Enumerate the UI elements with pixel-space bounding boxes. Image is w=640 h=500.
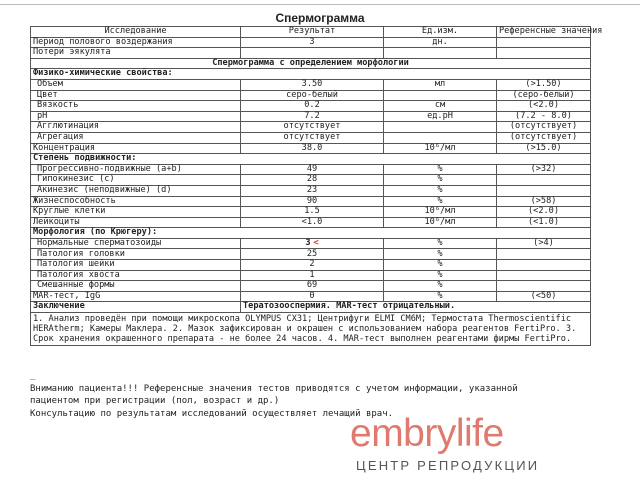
reference-cell bbox=[497, 270, 591, 281]
test-name: Нормальные сперматозоиды bbox=[31, 238, 241, 249]
abnormal-flag: < bbox=[313, 237, 319, 248]
test-name: Лейкоциты bbox=[31, 217, 241, 228]
table-row bbox=[31, 175, 591, 186]
unit-cell: % bbox=[384, 196, 497, 207]
notice-line: Консультацию по результатам исследований осуществляет лечащий врач. bbox=[30, 408, 394, 419]
result-value: 49 bbox=[306, 163, 318, 174]
result-value: <1.0 bbox=[301, 216, 323, 227]
test-name: Период полового воздержания bbox=[31, 37, 241, 48]
result-cell bbox=[241, 291, 384, 302]
conclusion-text: Тератозооспермия. MAR-тест отрицательный. bbox=[241, 302, 591, 313]
page-title: Спермограмма bbox=[275, 11, 365, 25]
result-cell bbox=[241, 196, 384, 207]
table-row bbox=[31, 238, 591, 249]
result-cell bbox=[241, 270, 384, 281]
notice-line: пациентом при регистрации (пол, возраст и др.) bbox=[30, 396, 280, 406]
result-value: 69 bbox=[306, 280, 318, 291]
unit-cell: % bbox=[384, 270, 497, 281]
result-value: отсутствует bbox=[283, 131, 341, 142]
table-row bbox=[31, 207, 591, 218]
table-row bbox=[31, 281, 591, 292]
result-cell bbox=[241, 143, 384, 154]
reference-cell: (<2.0) bbox=[497, 207, 591, 218]
reference-cell: (<1.0) bbox=[497, 217, 591, 228]
result-cell bbox=[241, 101, 384, 112]
unit-cell: % bbox=[384, 291, 497, 302]
result-value: 0 bbox=[309, 290, 315, 301]
result-cell bbox=[241, 122, 384, 133]
section-heading: Степень подвижности: bbox=[31, 154, 591, 165]
test-name: Жизнеспособность bbox=[31, 196, 241, 207]
header-test: Исследование bbox=[31, 27, 241, 38]
top-edge bbox=[0, 0, 640, 5]
test-name: Патология хвоста bbox=[31, 270, 241, 281]
table-row bbox=[31, 132, 591, 143]
table-body bbox=[31, 37, 591, 345]
result-cell bbox=[241, 217, 384, 228]
table-row bbox=[31, 217, 591, 228]
result-value: 3.50 bbox=[301, 79, 323, 90]
unit-cell: ед.pH bbox=[384, 111, 497, 122]
result-cell bbox=[241, 281, 384, 292]
result-cell bbox=[241, 37, 384, 48]
table-row bbox=[31, 260, 591, 271]
test-name: Концентрация bbox=[31, 143, 241, 154]
result-cell bbox=[241, 90, 384, 101]
unit-cell: % bbox=[384, 175, 497, 186]
test-name: Агрегация bbox=[31, 132, 241, 143]
header-unit: Ед.изм. bbox=[384, 27, 497, 38]
section-heading: Физико-химические свойства: bbox=[31, 69, 591, 80]
result-value: 3 bbox=[305, 237, 311, 248]
test-name: Круглые клетки bbox=[31, 207, 241, 218]
reference-cell bbox=[497, 185, 591, 196]
table-row bbox=[31, 122, 591, 133]
unit-cell bbox=[384, 122, 497, 133]
table-row bbox=[31, 143, 591, 154]
clinic-logo bbox=[350, 414, 590, 473]
section-row bbox=[31, 228, 591, 239]
logo-brand: embrylife bbox=[350, 412, 504, 455]
result-cell bbox=[241, 164, 384, 175]
test-name: Потери эякулята bbox=[31, 48, 241, 59]
reference-cell: (отсутствует) bbox=[497, 132, 591, 143]
table-row bbox=[31, 48, 591, 59]
table-row bbox=[31, 111, 591, 122]
unit-cell: % bbox=[384, 185, 497, 196]
equipment-notes: 1. Анализ проведён при помощи микроскопа OLYMPUS CX31; Центрифуги ELMI CM6M; Термостата Thermoscientific HERAtherm; Камеры Маклера. 2. Мазок зафиксирован и окрашен с использованием набора реагентов FertiPro. 3. Срок хранения окрашенного препарата - не более 24 часов. 4. MAR-тест выполнен реагентами фирмы FertiPro. bbox=[31, 313, 591, 346]
test-name: Смешанные формы bbox=[31, 281, 241, 292]
unit-cell bbox=[384, 48, 497, 59]
unit-cell: дн. bbox=[384, 37, 497, 48]
unit-cell: % bbox=[384, 260, 497, 271]
conclusion-row bbox=[31, 302, 591, 313]
table-row bbox=[31, 164, 591, 175]
test-name: pH bbox=[31, 111, 241, 122]
section-row bbox=[31, 58, 591, 69]
unit-cell: 10⁶/мл bbox=[384, 217, 497, 228]
reference-cell: (<2.0) bbox=[497, 101, 591, 112]
table-header-row bbox=[31, 27, 591, 38]
result-cell bbox=[241, 249, 384, 260]
result-value: 1.5 bbox=[304, 206, 320, 217]
test-name: Вязкость bbox=[31, 101, 241, 112]
table-row bbox=[31, 185, 591, 196]
notice-mark: _ bbox=[30, 371, 36, 381]
test-name: Патология головки bbox=[31, 249, 241, 260]
unit-cell: 10⁶/мл bbox=[384, 207, 497, 218]
result-value: 3 bbox=[309, 36, 315, 47]
unit-cell: % bbox=[384, 249, 497, 260]
table-row bbox=[31, 291, 591, 302]
unit-cell: 10⁶/мл bbox=[384, 143, 497, 154]
section-row bbox=[31, 154, 591, 165]
result-value: 0.2 bbox=[304, 100, 320, 111]
unit-cell: см bbox=[384, 101, 497, 112]
result-value: 2 bbox=[309, 259, 315, 270]
result-cell bbox=[241, 185, 384, 196]
result-value: серо-белый bbox=[286, 89, 338, 100]
result-value: 90 bbox=[306, 195, 318, 206]
unit-cell: % bbox=[384, 238, 497, 249]
test-name: MAR-тест, IgG bbox=[31, 291, 241, 302]
section-row bbox=[31, 69, 591, 80]
section-heading: Морфология (по Крюгеру): bbox=[31, 228, 591, 239]
notes-row bbox=[31, 313, 591, 346]
result-cell bbox=[241, 238, 384, 249]
reference-cell bbox=[497, 48, 591, 59]
reference-cell: (отсутствует) bbox=[497, 122, 591, 133]
reference-cell: (серо-белый) bbox=[497, 90, 591, 101]
table-row bbox=[31, 90, 591, 101]
test-name: Цвет bbox=[31, 90, 241, 101]
test-name: Акинезис (неподвижные) (d) bbox=[31, 185, 241, 196]
reference-cell: (7.2 - 8.0) bbox=[497, 111, 591, 122]
table-row bbox=[31, 196, 591, 207]
logo-tagline: ЦЕНТР РЕПРОДУКЦИИ bbox=[356, 458, 540, 473]
reference-cell bbox=[497, 281, 591, 292]
results-table bbox=[30, 26, 603, 346]
reference-cell bbox=[497, 260, 591, 271]
reference-cell: (>4) bbox=[497, 238, 591, 249]
table-row bbox=[31, 101, 591, 112]
result-value: отсутствует bbox=[283, 121, 341, 132]
table-row bbox=[31, 79, 591, 90]
result-value: 28 bbox=[306, 174, 318, 185]
reference-cell: (>1.50) bbox=[497, 79, 591, 90]
conclusion-label: Заключение bbox=[31, 302, 241, 313]
result-cell bbox=[241, 132, 384, 143]
header-reference: Референсные значения bbox=[497, 27, 591, 38]
table-row bbox=[31, 249, 591, 260]
result-cell bbox=[241, 260, 384, 271]
result-cell bbox=[241, 111, 384, 122]
table-row bbox=[31, 270, 591, 281]
reference-cell: (>15.0) bbox=[497, 143, 591, 154]
reference-cell: (>32) bbox=[497, 164, 591, 175]
reference-cell bbox=[497, 37, 591, 48]
table-row bbox=[31, 37, 591, 48]
reference-cell: (>58) bbox=[497, 196, 591, 207]
test-name: Объем bbox=[31, 79, 241, 90]
unit-cell bbox=[384, 90, 497, 101]
test-name: Патология шейки bbox=[31, 260, 241, 271]
result-cell bbox=[241, 79, 384, 90]
result-value: 38.0 bbox=[301, 142, 323, 153]
result-cell bbox=[241, 175, 384, 186]
unit-cell bbox=[384, 132, 497, 143]
result-value: 25 bbox=[306, 248, 318, 259]
notice-line: Вниманию пациента!!! Референсные значения тестов приводятся с учетом информации, указанной bbox=[30, 383, 518, 394]
unit-cell: % bbox=[384, 281, 497, 292]
test-name: Прогрессивно-подвижные (a+b) bbox=[31, 164, 241, 175]
reference-cell bbox=[497, 175, 591, 186]
result-cell bbox=[241, 48, 384, 59]
morphology-heading: Спермограмма с определением морфологии bbox=[31, 58, 591, 69]
result-value: 1 bbox=[309, 269, 315, 280]
test-name: Гипокинезис (c) bbox=[31, 175, 241, 186]
reference-cell bbox=[497, 249, 591, 260]
unit-cell: мл bbox=[384, 79, 497, 90]
result-value: 7.2 bbox=[304, 110, 320, 121]
test-name: Агглютинация bbox=[31, 122, 241, 133]
result-value: 23 bbox=[306, 184, 318, 195]
result-cell bbox=[241, 207, 384, 218]
unit-cell: % bbox=[384, 164, 497, 175]
header-result: Результат bbox=[241, 27, 384, 38]
reference-cell: (<50) bbox=[497, 291, 591, 302]
